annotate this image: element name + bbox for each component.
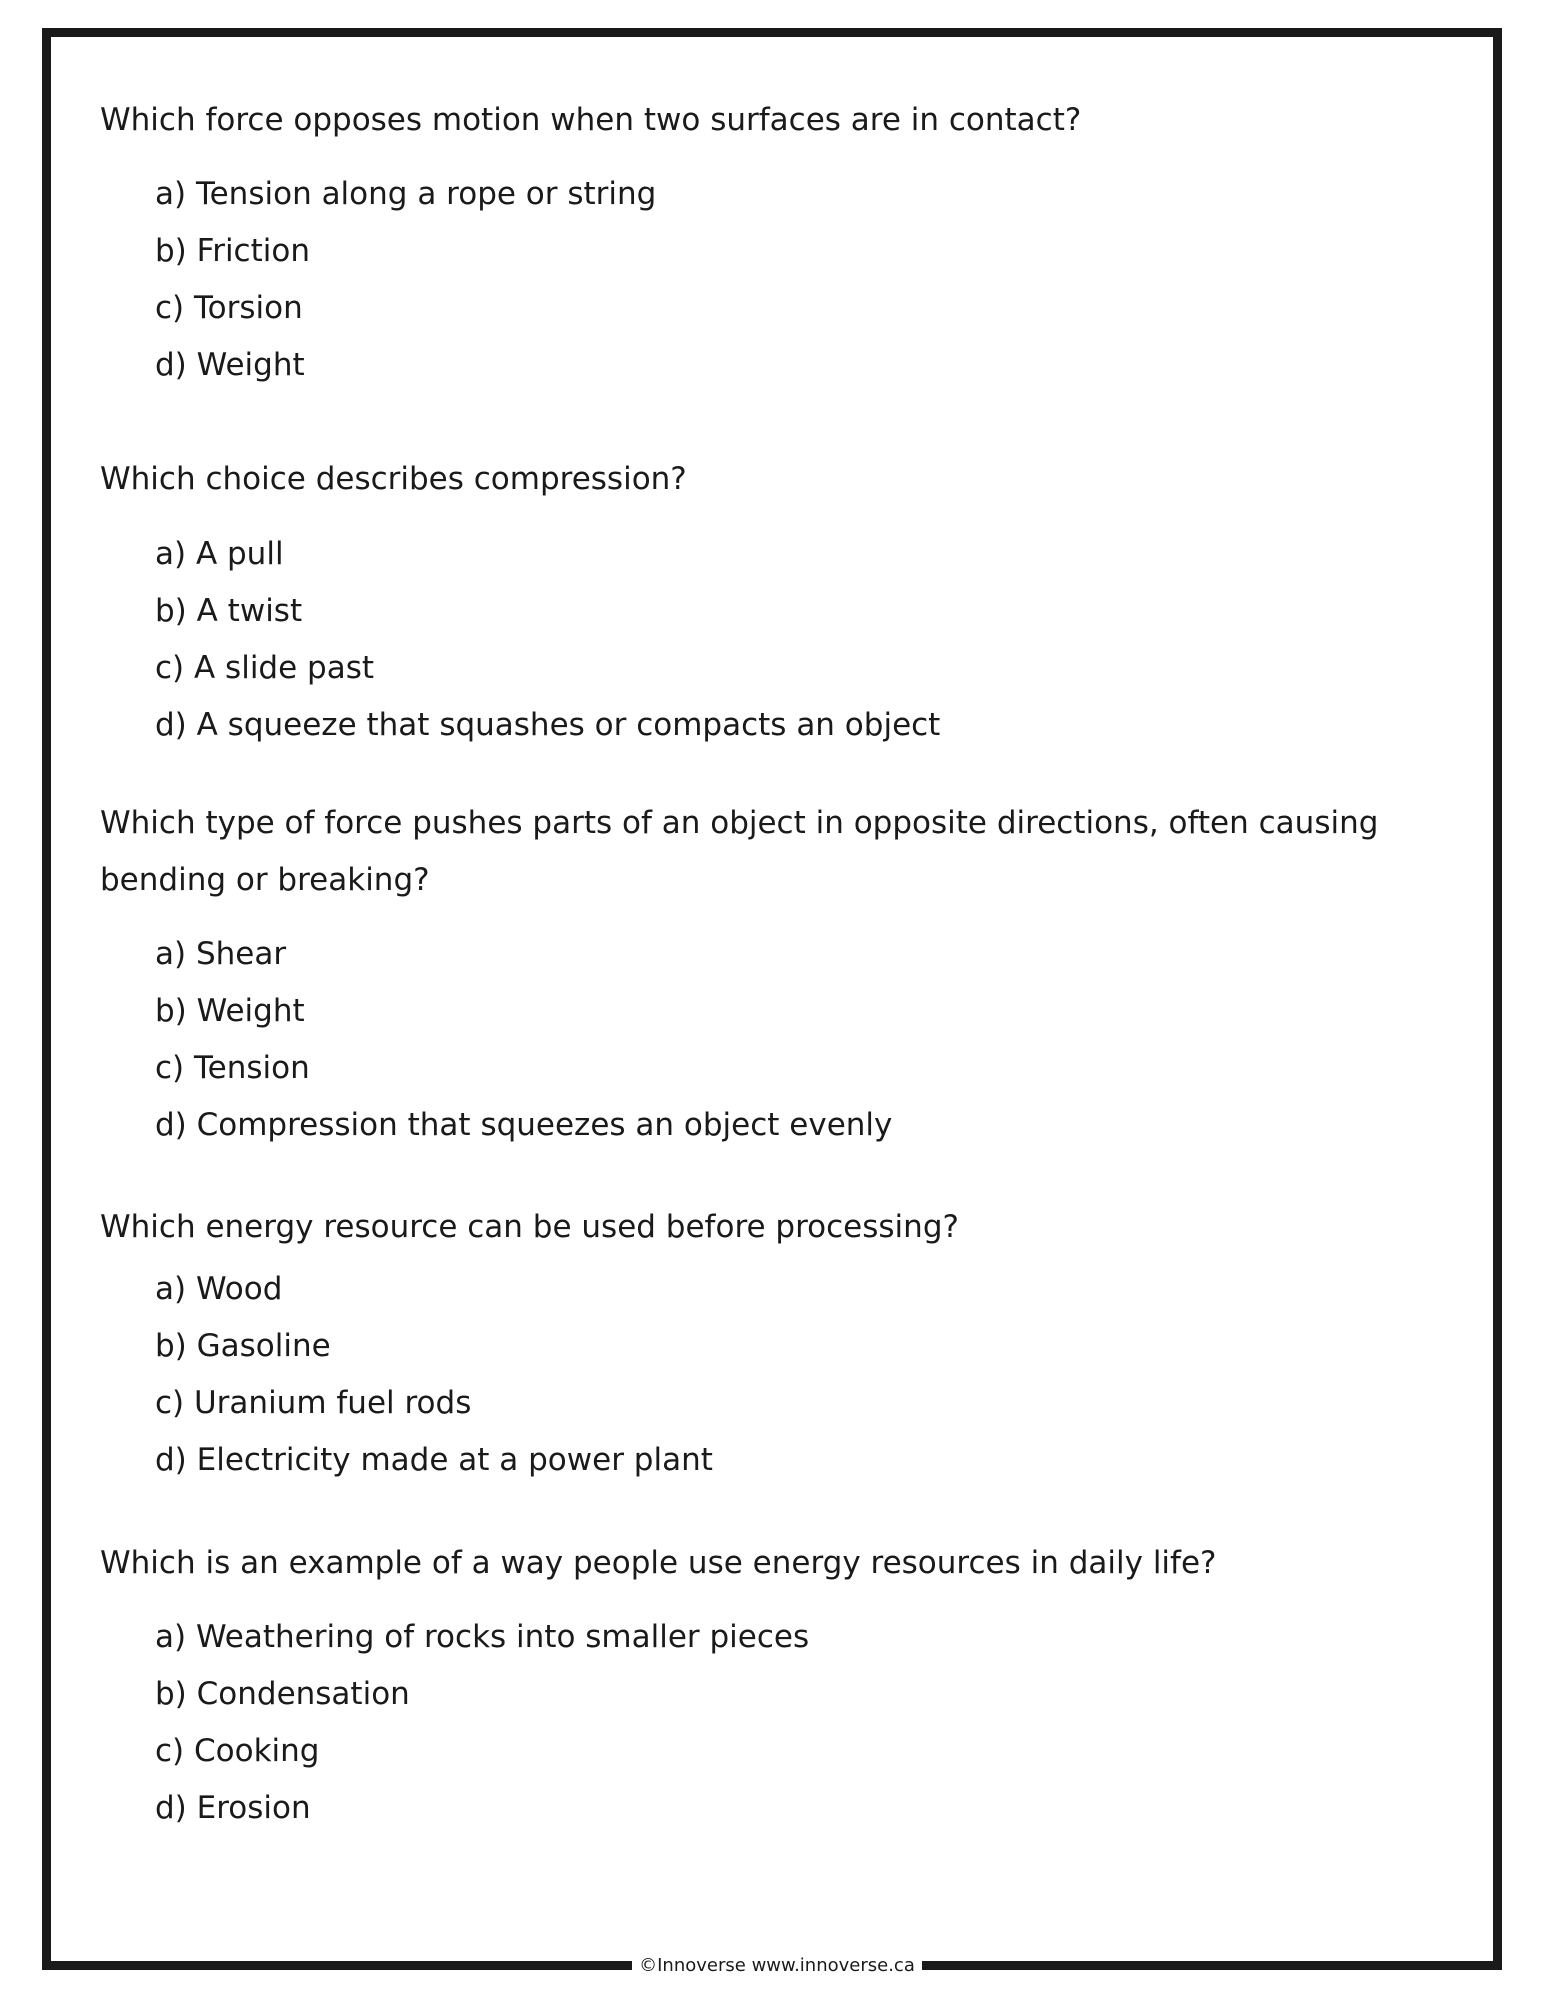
question-5-option-d: d) Erosion [155, 1790, 311, 1826]
question-3-option-c: c) Tension [155, 1050, 310, 1086]
question-1-option-a: a) Tension along a rope or string [155, 176, 657, 212]
question-4-option-c: c) Uranium fuel rods [155, 1385, 472, 1421]
question-5-option-b: b) Condensation [155, 1676, 410, 1712]
question-1-option-b: b) Friction [155, 233, 310, 269]
question-5-options [155, 1609, 809, 1837]
question-5-prompt: Which is an example of a way people use energy resources in daily life? [100, 1545, 1217, 1581]
question-5-option-a: a) Weathering of rocks into smaller pieces [155, 1619, 810, 1655]
question-3-options [155, 926, 892, 1154]
question-3-option-a: a) Shear [155, 936, 287, 972]
question-2-option-d: d) A squeeze that squashes or compacts an object [155, 707, 941, 743]
question-2-option-a: a) A pull [155, 536, 284, 572]
question-4-option-a: a) Wood [155, 1271, 283, 1307]
question-1-option-d: d) Weight [155, 347, 305, 383]
question-3-prompt: Which type of force pushes parts of an object in opposite directions, often causing bending or breaking? [100, 805, 1379, 898]
question-2-options [155, 526, 940, 754]
question-4-prompt: Which energy resource can be used before processing? [100, 1209, 959, 1245]
question-2-prompt: Which choice describes compression? [100, 461, 687, 497]
question-4-option-b: b) Gasoline [155, 1328, 331, 1364]
question-3-option-d: d) Compression that squeezes an object evenly [155, 1107, 893, 1143]
question-4-options [155, 1261, 713, 1489]
question-1-prompt: Which force opposes motion when two surfaces are in contact? [100, 102, 1082, 138]
question-2-option-b: b) A twist [155, 593, 303, 629]
question-1-options [155, 166, 656, 394]
question-4-option-d: d) Electricity made at a power plant [155, 1442, 713, 1478]
footer-copyright: ©Innoverse www.innoverse.ca [632, 1948, 922, 1984]
question-5-option-c: c) Cooking [155, 1733, 320, 1769]
question-3-option-b: b) Weight [155, 993, 305, 1029]
question-1-option-c: c) Torsion [155, 290, 303, 326]
question-2-option-c: c) A slide past [155, 650, 375, 686]
